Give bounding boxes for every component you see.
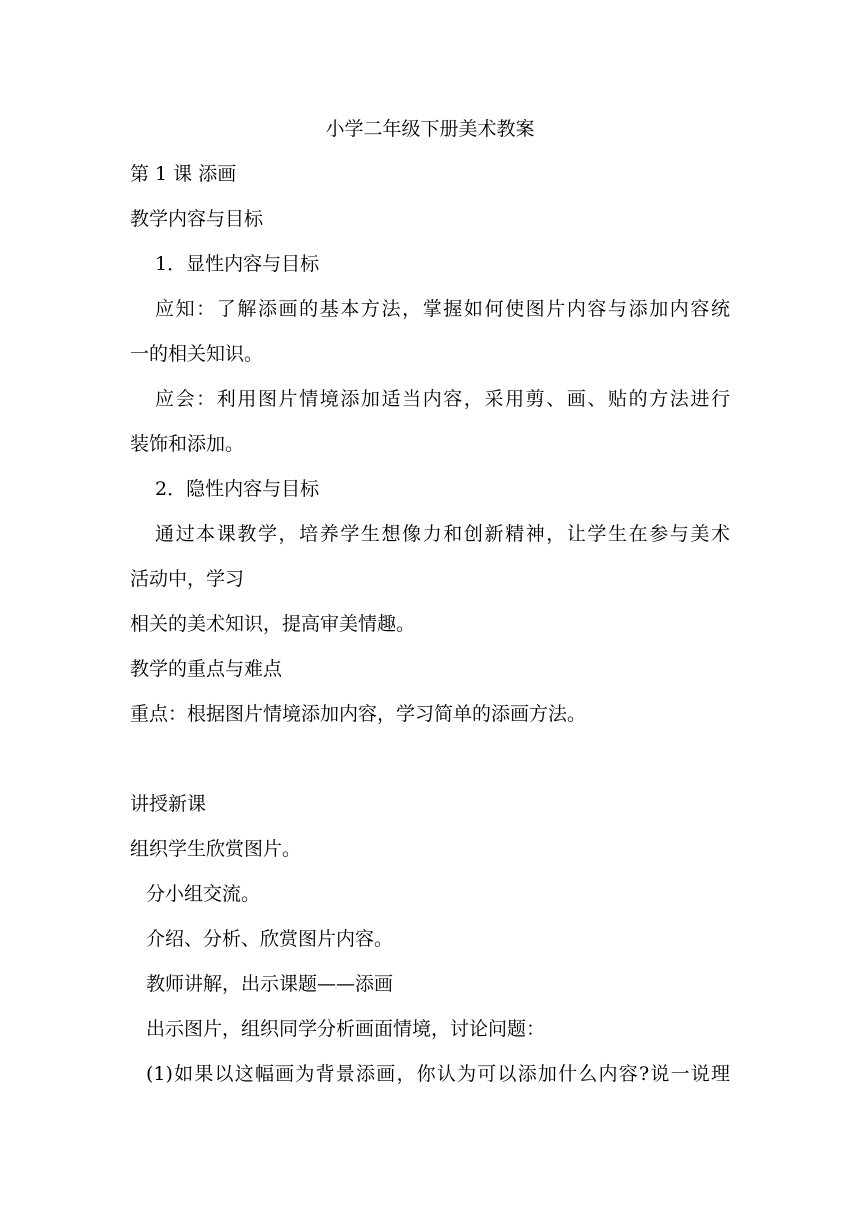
know-paragraph-line-1: 应知：了解添画的基本方法，掌握如何使图片内容与添加内容统 [155, 298, 730, 320]
section-heading-key-points: 教学的重点与难点 [130, 658, 283, 680]
know-paragraph-line-2: 一的相关知识。 [130, 343, 264, 365]
skill-paragraph-line-1: 应会：利用图片情境添加适当内容，采用剪、画、贴的方法进行 [155, 388, 730, 410]
implicit-paragraph-line-1: 通过本课教学，培养学生想像力和创新精神，让学生在参与美术 [155, 523, 730, 545]
discussion-question-1: (1)如果以这幅画为背景添画，你认为可以添加什么内容?说一说理 [146, 1063, 730, 1085]
teaching-step-4: 教师讲解，出示课题——添画 [146, 973, 394, 995]
teaching-step-2: 分小组交流。 [146, 883, 261, 905]
lesson-heading: 第 1 课 添画 [130, 163, 237, 185]
implicit-goals-heading: 2．隐性内容与目标 [155, 478, 320, 500]
skill-paragraph-line-2: 装饰和添加。 [130, 433, 245, 455]
implicit-paragraph-line-3: 相关的美术知识，提高审美情趣。 [130, 613, 416, 635]
document-title: 小学二年级下册美术教案 [325, 118, 535, 140]
explicit-goals-heading: 1．显性内容与目标 [155, 253, 320, 275]
implicit-paragraph-line-2: 活动中，学习 [130, 568, 245, 590]
teaching-step-3: 介绍、分析、欣赏图片内容。 [146, 928, 394, 950]
teaching-step-5: 出示图片，组织同学分析画面情境，讨论问题： [146, 1018, 546, 1040]
teaching-step-1: 组织学生欣赏图片。 [130, 838, 302, 860]
key-point-paragraph: 重点：根据图片情境添加内容，学习简单的添画方法。 [130, 703, 587, 725]
section-heading-new-lesson: 讲授新课 [130, 793, 207, 815]
section-heading-goals: 教学内容与目标 [130, 208, 264, 230]
